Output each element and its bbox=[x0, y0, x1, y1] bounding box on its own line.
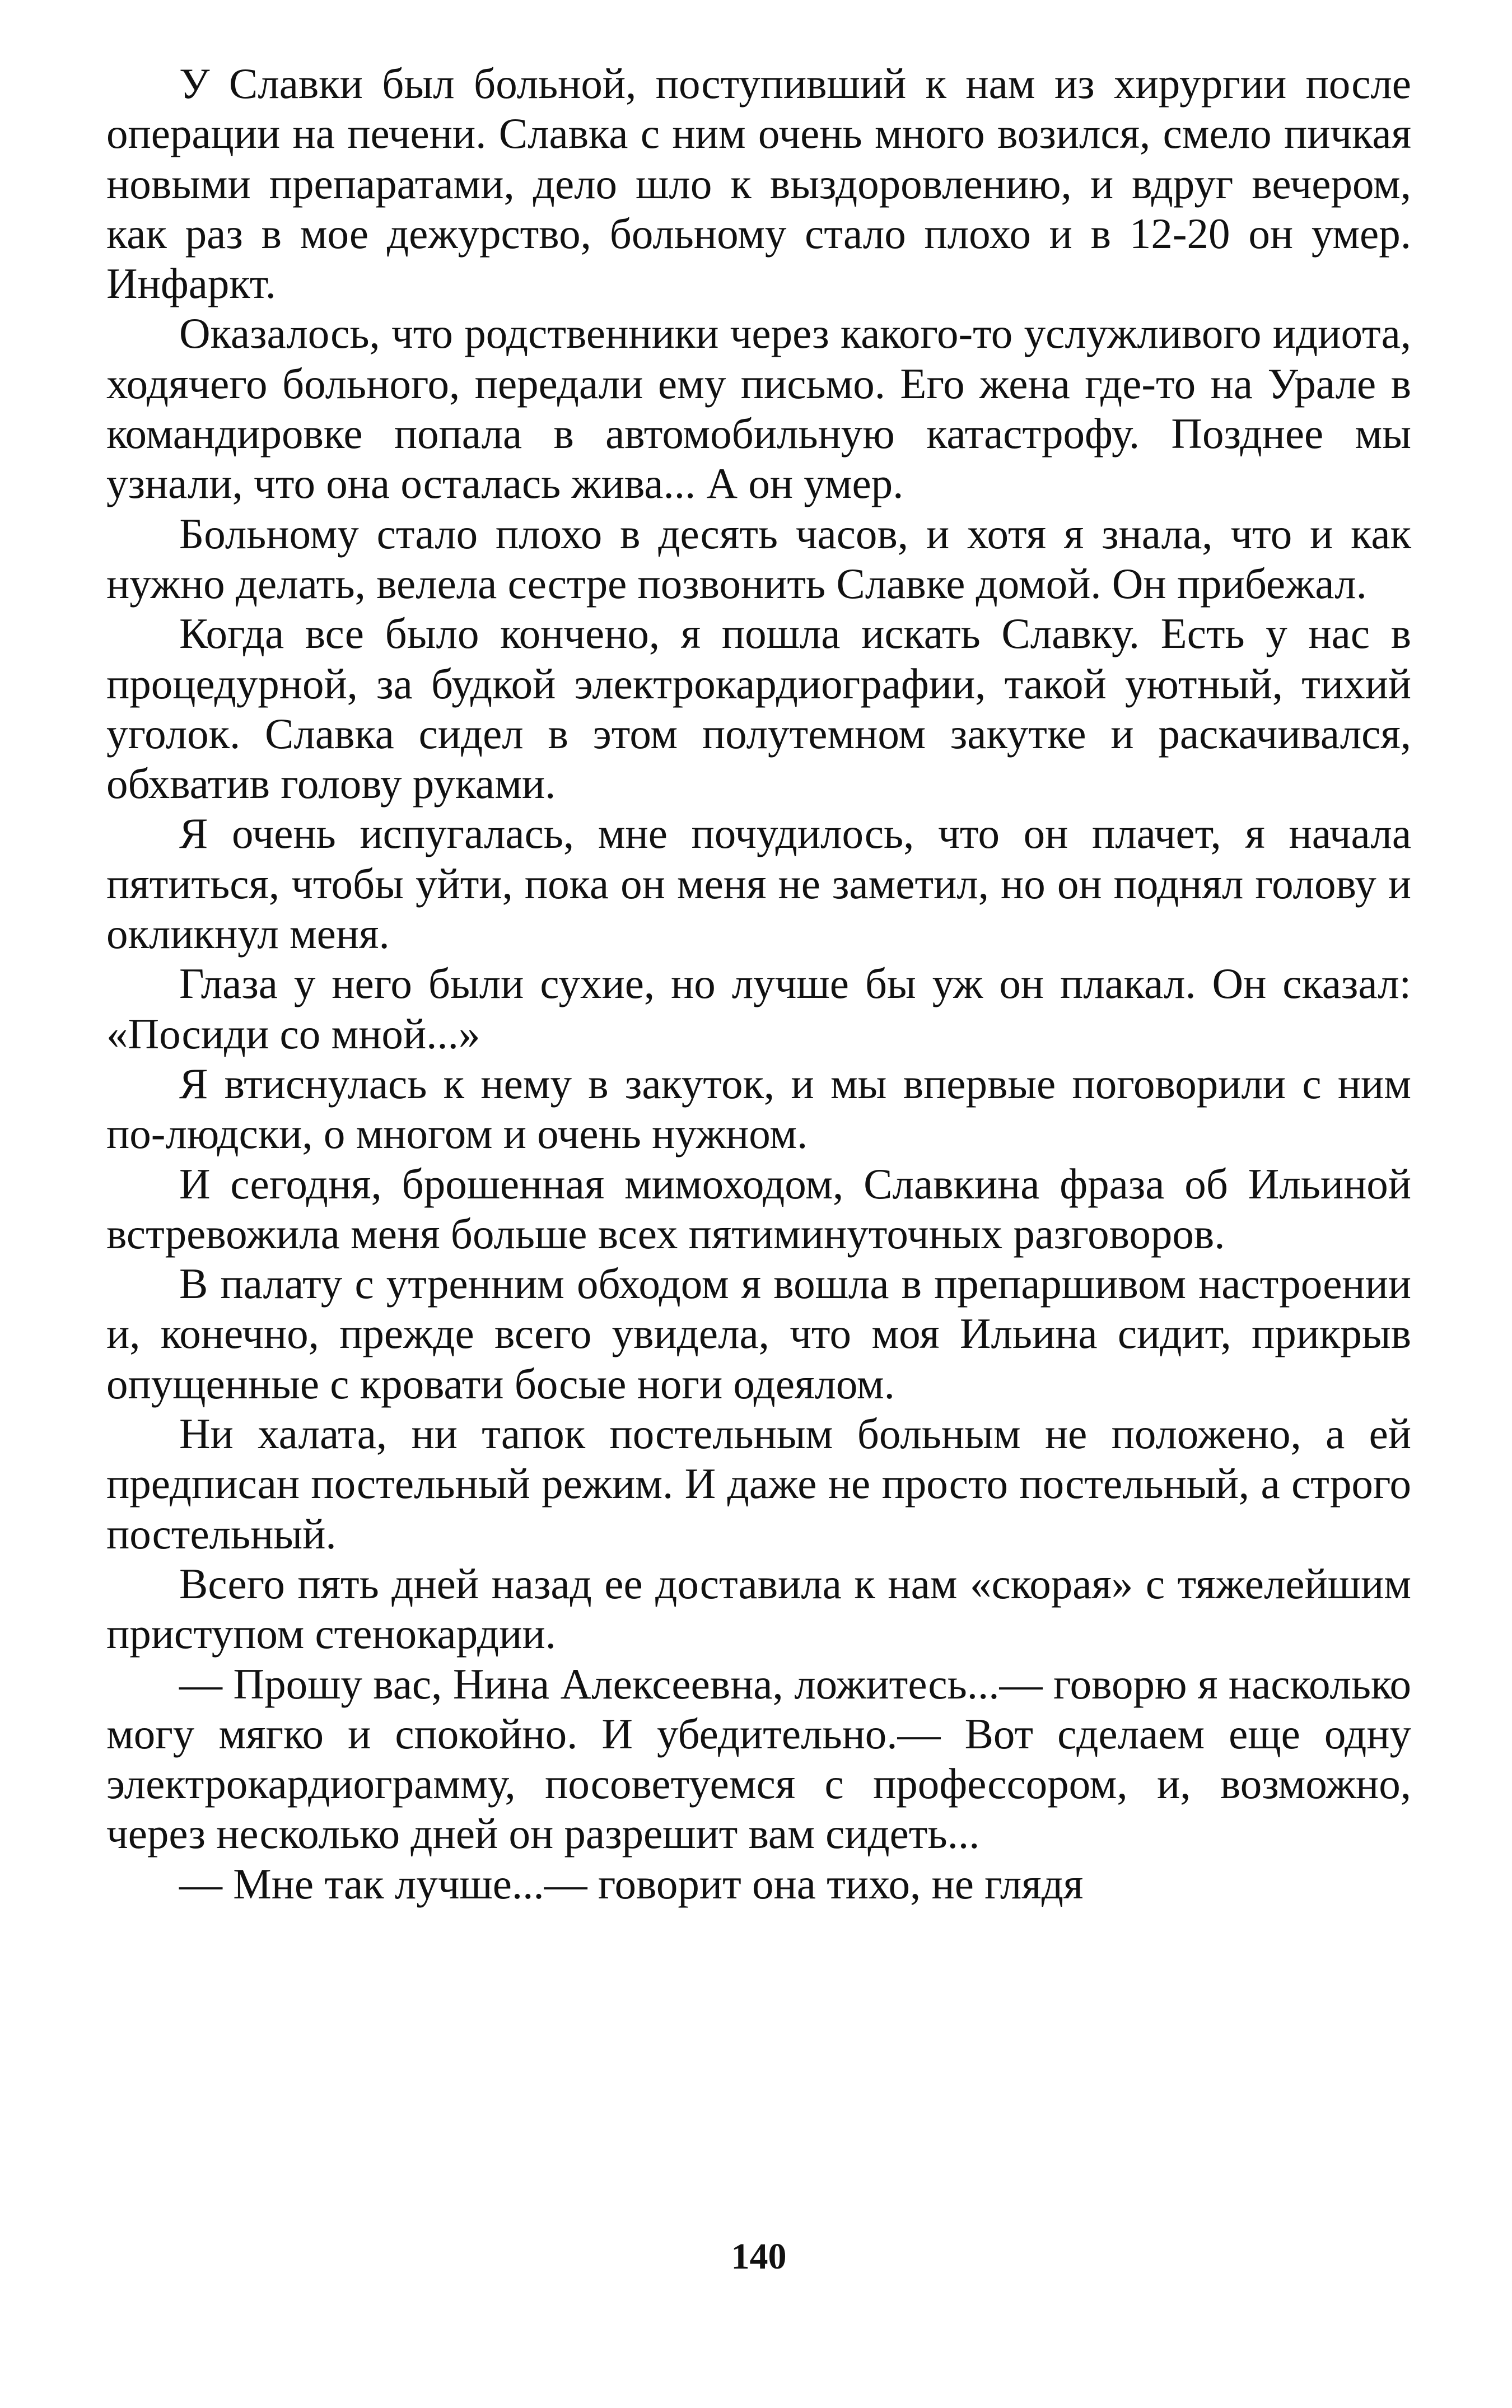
paragraph-7: Я втиснулась к нему в закуток, и мы впервые поговорили с ним по-людски, о многом и очень нужном. bbox=[106, 1059, 1411, 1158]
paragraph-11: Всего пять дней назад ее доставила к нам «скорая» с тяжелейшим приступом стенокардии. bbox=[106, 1559, 1411, 1658]
paragraph-2: Оказалось, что родственники через какого-то услужливого идиота, ходячего больного, передали ему письмо. Его жена где-то на Урале в командировке попала в автомобильную катастрофу. Позднее мы узнали, что она осталась жива... А он умер. bbox=[106, 309, 1411, 508]
paragraph-3: Больному стало плохо в десять часов, и хотя я знала, что и как нужно делать, велела сестре позвонить Славке домой. Он прибежал. bbox=[106, 509, 1411, 608]
book-page bbox=[106, 0, 1411, 2408]
paragraph-4: Когда все было кончено, я пошла искать Славку. Есть у нас в процедурной, за будкой электрокардиографии, такой уютный, тихий уголок. Славка сидел в этом полутемном закутке и раскачивался, обхватив голову руками. bbox=[106, 609, 1411, 808]
paragraph-9: В палату с утренним обходом я вошла в препаршивом настроении и, конечно, прежде всего увидела, что моя Ильина сидит, прикрыв опущенные с кровати босые ноги одеялом. bbox=[106, 1259, 1411, 1408]
paragraph-1: У Славки был больной, поступивший к нам из хирургии после операции на печени. Славка с ним очень много возился, смело пичкая новыми препаратами, дело шло к выздоровлению, и вдруг вечером, как раз в мое дежурство, больному стало плохо и в 12-20 он умер. Инфаркт. bbox=[106, 59, 1411, 308]
paragraph-5: Я очень испугалась, мне почудилось, что он плачет, я начала пятиться, чтобы уйти, пока он меня не заметил, но он поднял голову и окликнул меня. bbox=[106, 809, 1411, 958]
paragraph-10: Ни халата, ни тапок постельным больным не положено, а ей предписан постельный режим. И даже не просто постельный, а строго постельный. bbox=[106, 1410, 1411, 1558]
paragraph-6: Глаза у него были сухие, но лучше бы уж он плакал. Он сказал: «Посиди со мной...» bbox=[106, 959, 1411, 1058]
page-number: 140 bbox=[731, 2236, 787, 2277]
paragraph-13: — Мне так лучше...— говорит она тихо, не глядя bbox=[179, 1859, 1084, 1908]
paragraph-12: — Прошу вас, Нина Алексеевна, ложитесь...— говорю я насколько могу мягко и спокойно. И убедительно.— Вот сделаем еще одну электрокардиограмму, посоветуемся с профессором, и, возможно, через несколько дней он разрешит вам сидеть... bbox=[106, 1659, 1411, 1858]
page-text bbox=[106, 59, 1411, 1909]
paragraph-8: И сегодня, брошенная мимоходом, Славкина фраза об Ильиной встревожила меня больше всех пятиминуточных разговоров. bbox=[106, 1159, 1411, 1258]
